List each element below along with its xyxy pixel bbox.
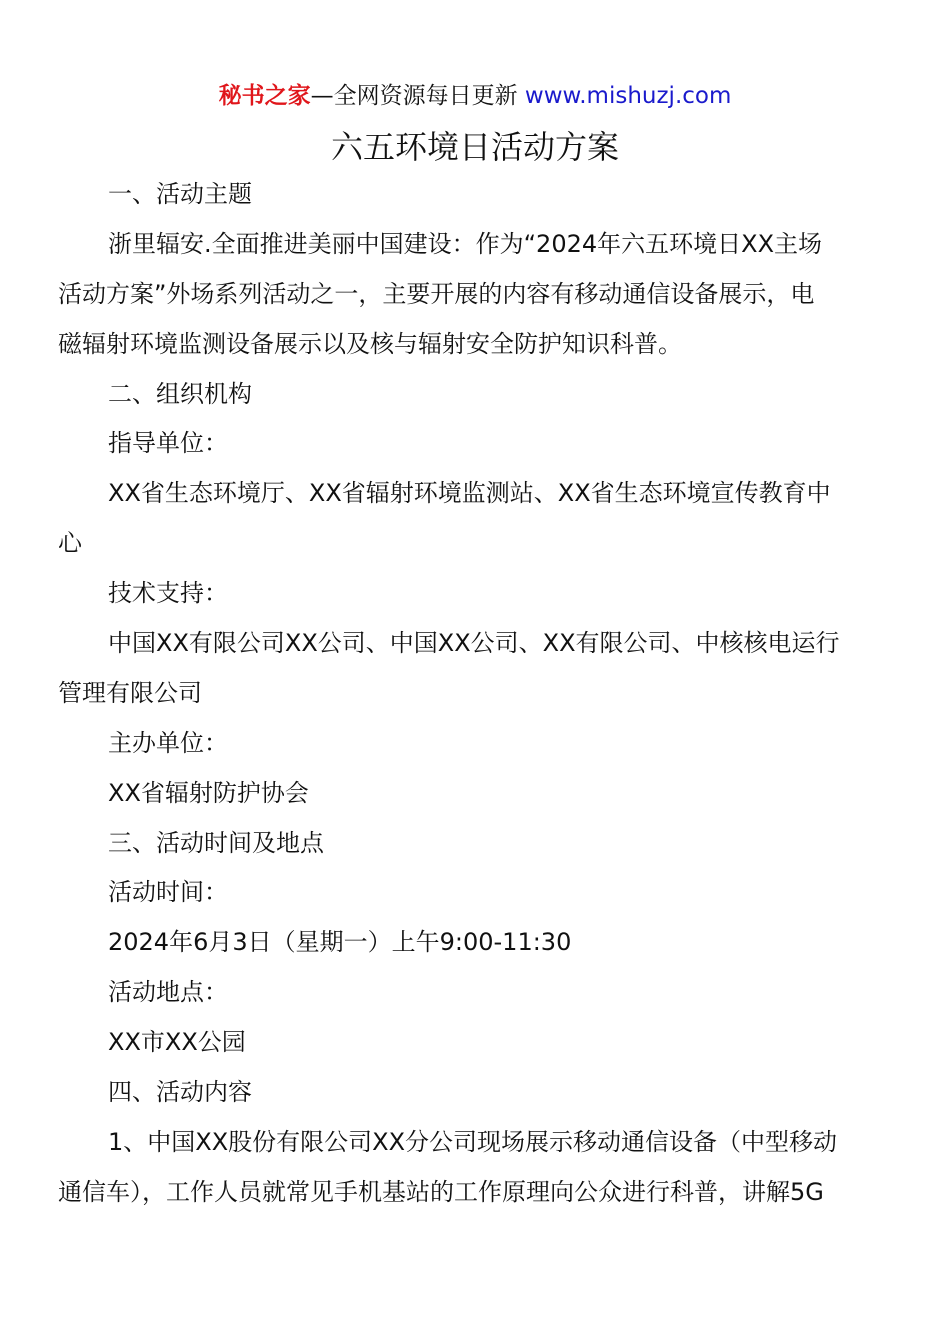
document-title: 六五环境日活动方案 bbox=[330, 128, 619, 166]
paragraph-line: 1、中国XX股份有限公司XX分公司现场展示移动通信设备（中型移动 bbox=[108, 1127, 838, 1156]
field-label-guidance: 指导单位： bbox=[108, 429, 228, 458]
paragraph-line: 管理有限公司 bbox=[58, 678, 202, 707]
paragraph-line: 通信车），工作人员就常见手机基站的工作原理向公众进行科普，讲解5G bbox=[58, 1177, 824, 1206]
site-header bbox=[0, 80, 950, 112]
paragraph-line: XX省辐射防护协会 bbox=[108, 778, 309, 807]
paragraph-line: 2024年6月3日（星期一）上午9:00-11:30 bbox=[108, 928, 572, 957]
field-label-place: 活动地点： bbox=[108, 978, 228, 1007]
section-heading-organization: 二、组织机构 bbox=[108, 379, 252, 408]
field-label-time: 活动时间： bbox=[108, 878, 228, 907]
paragraph-line: XX省生态环境厅、XX省辐射环境监测站、XX省生态环境宣传教育中 bbox=[108, 479, 831, 508]
field-label-tech-support: 技术支持： bbox=[108, 579, 228, 608]
paragraph-line: 中国XX有限公司XX公司、中国XX公司、XX有限公司、中核核电运行 bbox=[108, 629, 840, 658]
site-brand: 秘书之家 bbox=[218, 83, 311, 109]
document-body bbox=[58, 170, 893, 1218]
site-tagline: —全网资源每日更新 bbox=[310, 83, 518, 109]
field-label-host: 主办单位： bbox=[108, 728, 228, 757]
section-heading-content: 四、活动内容 bbox=[108, 1078, 252, 1107]
paragraph-line: 磁辐射环境监测设备展示以及核与辐射安全防护知识科普。 bbox=[58, 329, 682, 358]
site-url-link[interactable]: www.mishuzj.com bbox=[524, 83, 732, 109]
paragraph-line: XX市XX公园 bbox=[108, 1028, 246, 1057]
paragraph-line: 活动方案”外场系列活动之一，主要开展的内容有移动通信设备展示，电 bbox=[58, 279, 815, 308]
paragraph-line: 浙里辐安.全面推进美丽中国建设：作为“2024年六五环境日XX主场 bbox=[108, 229, 823, 258]
section-heading-theme: 一、活动主题 bbox=[108, 180, 252, 208]
paragraph-line: 心 bbox=[58, 529, 82, 558]
section-heading-time-place: 三、活动时间及地点 bbox=[108, 828, 324, 857]
